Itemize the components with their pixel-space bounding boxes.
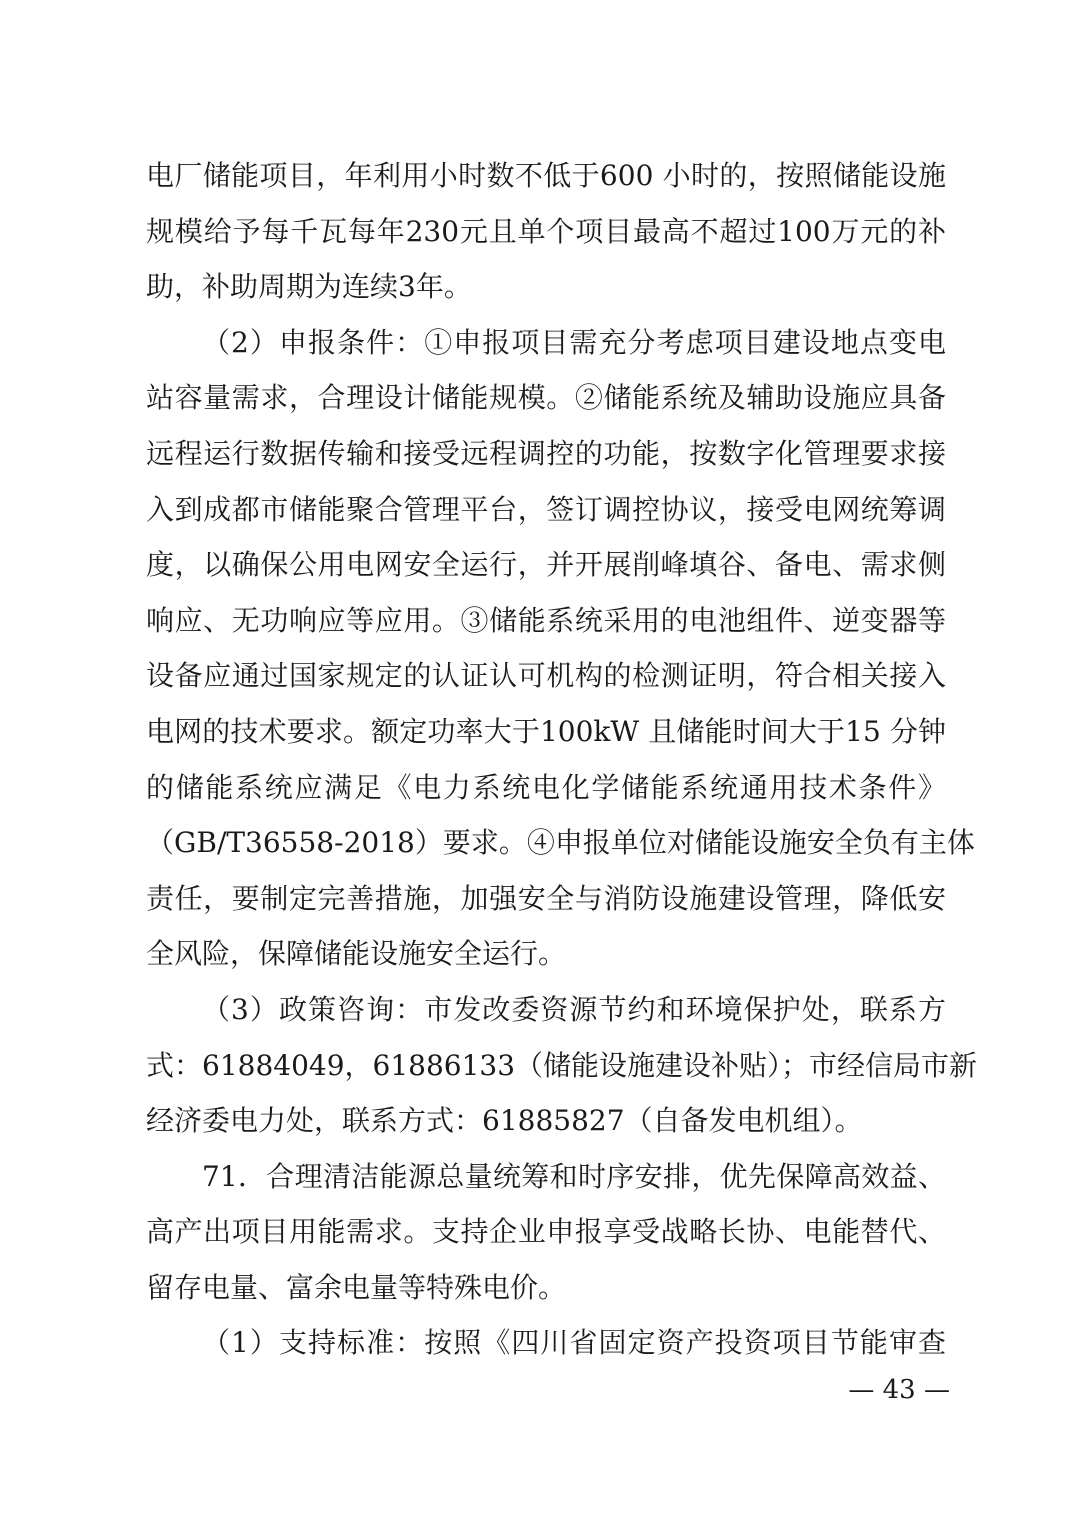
text-line: 经济委电力处，联系方式：61885827（自备发电机组）。 <box>146 1104 863 1138</box>
text-line: （2）申报条件：①申报项目需充分考虑项目建设地点变电 <box>202 325 946 359</box>
text-line: 71．合理清洁能源总量统筹和时序安排，优先保障高效益、 <box>202 1159 946 1193</box>
text-line: 站容量需求，合理设计储能规模。②储能系统及辅助设施应具备 <box>146 381 946 415</box>
text-line: 留存电量、富余电量等特殊电价。 <box>146 1270 567 1304</box>
text-line: （GB/T36558-2018）要求。④申报单位对储能设施安全负有主体 <box>146 826 975 860</box>
text-line: 式：61884049，61886133（储能设施建设补贴）；市经信局市新 <box>146 1048 978 1082</box>
text-line: 远程运行数据传输和接受远程调控的功能，按数字化管理要求接 <box>146 436 946 470</box>
text-line: 度，以确保公用电网安全运行，并开展削峰填谷、备电、需求侧 <box>146 548 946 582</box>
body-text <box>146 148 978 1371</box>
text-line: 助，补助周期为连续3年。 <box>146 270 472 304</box>
text-line: 电厂储能项目，年利用小时数不低于600 小时的，按照储能设施 <box>146 159 946 192</box>
text-line: 设备应通过国家规定的认证认可机构的检测证明，符合相关接入 <box>146 659 946 693</box>
text-line: 规模给予每千瓦每年230元且单个项目最高不超过100万元的补 <box>146 214 946 248</box>
text-line: （1）支持标准：按照《四川省固定资产投资项目节能审查 <box>202 1326 946 1360</box>
text-line: 入到成都市储能聚合管理平台，签订调控协议，接受电网统筹调 <box>146 492 946 526</box>
text-line: 响应、无功响应等应用。③储能系统采用的电池组件、逆变器等 <box>146 603 946 637</box>
page-number: — 43 — <box>848 1375 950 1405</box>
text-line: 责任，要制定完善措施，加强安全与消防设施建设管理，降低安 <box>146 881 946 915</box>
text-line: （3）政策咨询：市发改委资源节约和环境保护处，联系方 <box>202 992 946 1026</box>
text-line: 全风险，保障储能设施安全运行。 <box>146 937 567 971</box>
text-line: 电网的技术要求。额定功率大于100kW 且储能时间大于15 分钟 <box>146 714 946 748</box>
text-line: 的储能系统应满足《电力系统电化学储能系统通用技术条件》 <box>146 770 946 804</box>
text-line: 高产出项目用能需求。支持企业申报享受战略长协、电能替代、 <box>146 1215 946 1249</box>
